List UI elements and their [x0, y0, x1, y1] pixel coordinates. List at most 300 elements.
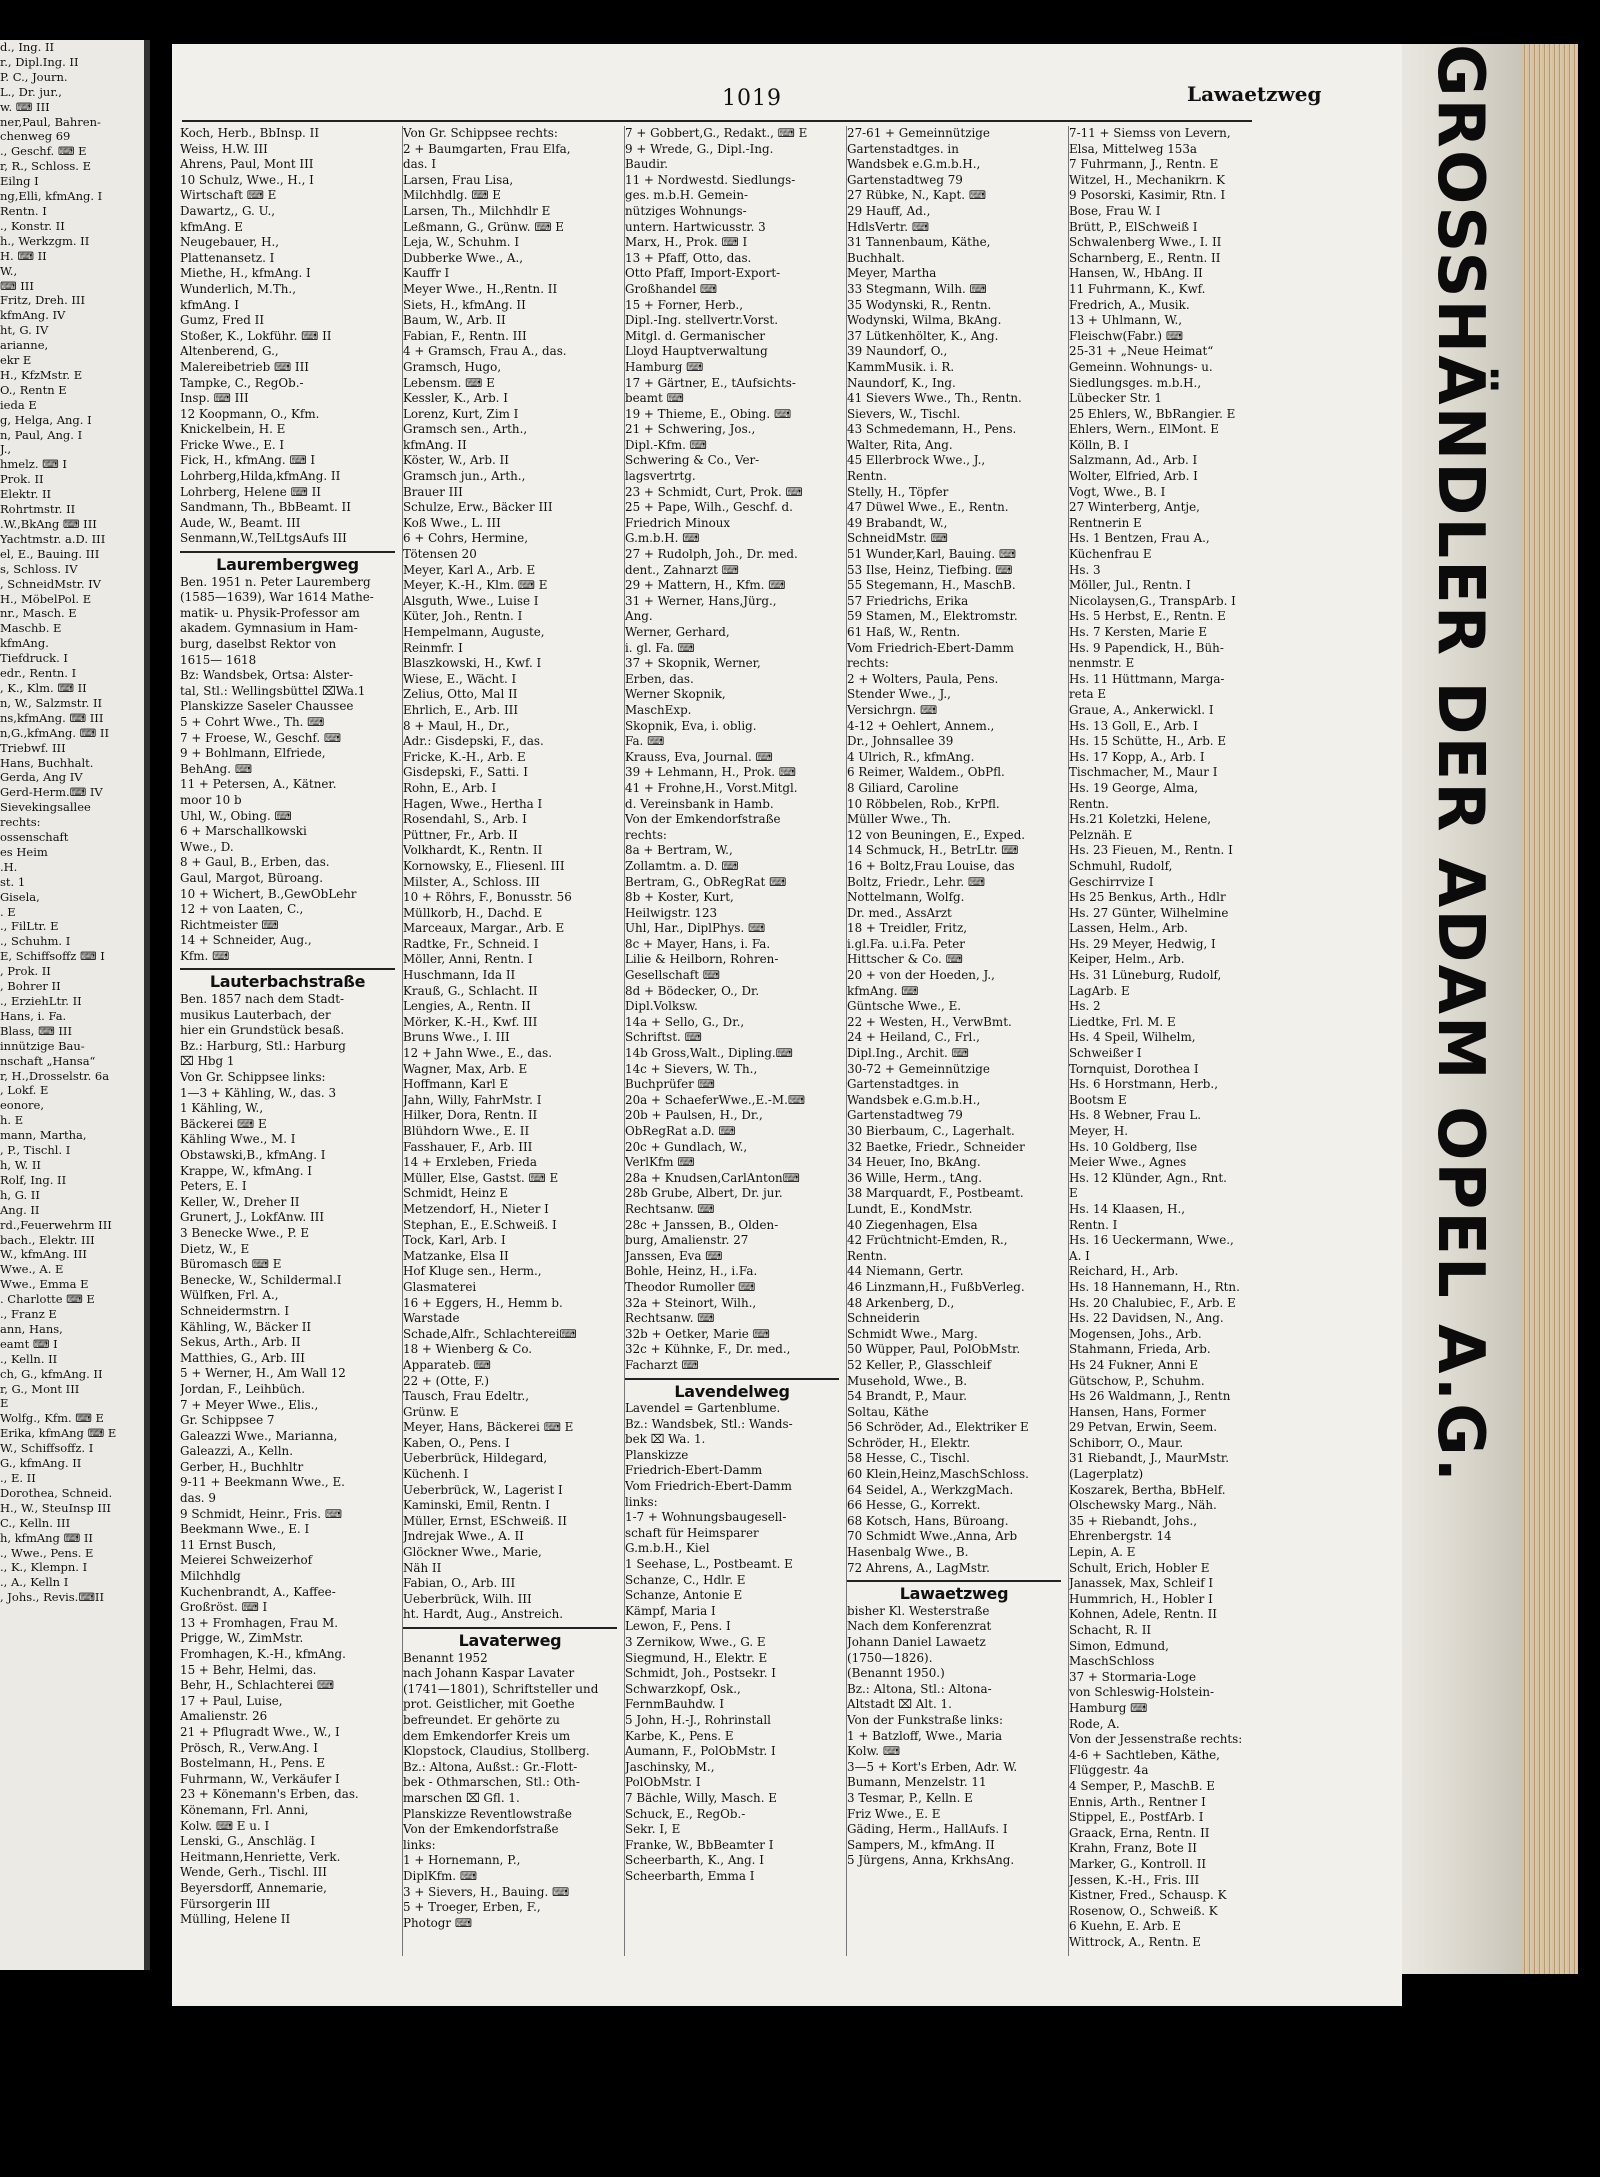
directory-entry: 7 + Meyer Wwe., Elis., [180, 1397, 319, 1412]
directory-entry: Dipl.Volksw. [625, 999, 698, 1014]
left-page-line: ., Franz E [0, 1307, 57, 1322]
directory-entry: 32b + Oetker, Marie ⌨ [625, 1326, 770, 1341]
left-page-line: h, G. II [0, 1187, 40, 1202]
directory-entry: 18 + Treidler, Fritz, [847, 921, 968, 936]
directory-entry: Dipl.Ing., Archit. ⌨ [847, 1046, 969, 1061]
left-page-line: E, Schiffsoffz ⌨ I [0, 949, 105, 964]
directory-entry: Hittscher & Co. ⌨ [847, 952, 963, 967]
directory-entry: 25-31 + „Neue Heimat“ [1069, 344, 1214, 359]
street-description-line: (1741—1801), Schriftsteller und [403, 1681, 599, 1696]
running-head: Lawaetzweg [1187, 82, 1322, 106]
left-page-line: nschaft „Hansa“ [0, 1053, 96, 1068]
left-page-line: ner,Paul, Bahren- [0, 114, 101, 129]
directory-entry: 25 Ehlers, W., BbRangier. E [1069, 406, 1236, 421]
directory-entry: Tötensen 20 [403, 547, 477, 562]
directory-entry: Von Gr. Schippsee links: [180, 1070, 326, 1085]
directory-entry: Ehlers, Wern., ElMont. E [1069, 422, 1219, 437]
directory-entry: Mogensen, Johs., Arb. [1069, 1326, 1202, 1341]
directory-entry: Lassen, Helm., Arb. [1069, 921, 1188, 936]
left-page-line: bach., Elektr. III [0, 1232, 95, 1247]
directory-entry: Lübecker Str. 1 [1069, 391, 1162, 406]
left-page-line: O., Rentn E [0, 382, 67, 397]
directory-entry: Amalienstr. 26 [180, 1709, 268, 1724]
left-page-line: ekr E [0, 353, 32, 368]
directory-entry: Hamburg ⌨ [625, 359, 704, 374]
street-description-line: ⌧ Hbg 1 [180, 1054, 235, 1069]
directory-entry: 64 Seidel, A., WerkzgMach. [847, 1482, 1014, 1497]
left-page-line: Wwe., A. E [0, 1262, 64, 1277]
directory-entry: rechts: [625, 827, 667, 842]
directory-entry: Schanze, C., Hdlr. E [625, 1572, 746, 1587]
section-rule [625, 1378, 839, 1380]
directory-entry: 15 + Forner, Herb., [625, 297, 743, 312]
directory-entry: 48 Arkenberg, D., [847, 1295, 955, 1310]
left-page-line: Gerda, Ang IV [0, 770, 83, 785]
directory-entry: 56 Schröder, Ad., Elektriker E [847, 1420, 1029, 1435]
directory-entry: Gerber, H., Buchhltr [180, 1459, 304, 1474]
left-page-line: Ang. II [0, 1202, 40, 1217]
directory-entry: 2 + Baumgarten, Frau Elfa, [403, 141, 571, 156]
directory-entry: Knickelbein, H. E [180, 422, 286, 437]
directory-entry: Janassek, Max, Schleif I [1069, 1576, 1214, 1591]
directory-entry: Gütschow, P., Schuhm. [1069, 1373, 1205, 1388]
directory-entry: 23 + Schmidt, Curt, Prok. ⌨ [625, 484, 803, 499]
directory-entry: Sievers, W., Tischl. [847, 406, 961, 421]
directory-entry: 1-7 + Wohnungsbaugesell- [625, 1510, 787, 1525]
directory-entry: Hs. 9 Papendick, H., Büh- [1069, 640, 1224, 655]
directory-page [172, 44, 1402, 2006]
directory-entry: Kaminski, Emil, Rentn. I [403, 1498, 550, 1513]
directory-entry: Altenberend, G., [180, 344, 279, 359]
spine-text: GROSSHÄNDLER DER ADAM OPEL A.G. [1423, 44, 1497, 1484]
directory-entry: Hs. 14 Klaasen, H., [1069, 1201, 1186, 1216]
directory-entry: Wwe., D. [180, 839, 234, 854]
directory-entry: 53 Ilse, Heinz, Tiefbing. ⌨ [847, 562, 1013, 577]
left-page-line: mann, Martha, [0, 1128, 87, 1143]
street-description-line: (1750—1826). [847, 1650, 933, 1665]
directory-entry: Grunert, J., LokfAnw. III [180, 1210, 325, 1225]
directory-entry: Keller, W., Dreher II [180, 1194, 300, 1209]
directory-entry: Schwalenberg Wwe., I. II [1069, 235, 1222, 250]
directory-entry: 6 Kuehn, E. Arb. E [1069, 1919, 1181, 1934]
directory-entry: Buchprüfer ⌨ [625, 1077, 715, 1092]
directory-entry: 9 Schmidt, Heinr., Fris. ⌨ [180, 1506, 342, 1521]
directory-entry: Ueberbrück, Hildegard, [403, 1451, 548, 1466]
directory-entry: Zollamtm. a. D. ⌨ [625, 858, 739, 873]
left-page-line: W., [0, 263, 18, 278]
directory-entry: Lohrberg,Hilda,kfmAng. II [180, 469, 341, 484]
directory-entry: Rentn. [847, 1248, 887, 1263]
street-heading: Lauterbachstraße [209, 972, 366, 992]
directory-entry: Sekus, Arth., Arb. II [180, 1335, 301, 1350]
directory-entry: 22 + Westen, H., VerwBmt. [847, 1014, 1012, 1029]
directory-entry: Ehrenbergstr. 14 [1069, 1529, 1172, 1544]
directory-entry: 13 + Pfaff, Otto, das. [625, 250, 752, 265]
directory-entry: 18 + Wienberg & Co. [403, 1342, 533, 1357]
directory-entry: Von der Emkendorfstraße [625, 812, 781, 827]
directory-entry: Wagner, Max, Arb. E [403, 1061, 528, 1076]
directory-entry: das. I [403, 157, 437, 172]
directory-entry: Ang. [625, 609, 653, 624]
directory-entry: Kähling Wwe., M. I [180, 1132, 296, 1147]
left-page-line: rd.,Feuerwehrm III [0, 1217, 112, 1232]
left-page-line: H., W., SteuInsp III [0, 1500, 111, 1515]
directory-entry: links: [625, 1494, 658, 1509]
directory-entry: 2 + Wolters, Paula, Pens. [847, 671, 999, 686]
directory-entry: Peters, E. I [180, 1179, 247, 1194]
column-4 [846, 126, 1061, 1956]
street-description-line: Bz.: Harburg, Stl.: Harburg [180, 1038, 346, 1053]
directory-entry: Alsguth, Wwe., Luise I [403, 593, 539, 608]
street-description-line: 1615— 1618 [180, 652, 257, 667]
directory-entry: Liedtke, Frl. M. E [1069, 1014, 1176, 1029]
directory-entry: Gaul, Margot, Büroang. [180, 870, 324, 885]
directory-entry: Könemann, Frl. Anni, [180, 1802, 309, 1817]
directory-entry: Ennis, Arth., Rentner I [1069, 1794, 1206, 1809]
directory-entry: Matthies, G., Arb. III [180, 1350, 305, 1365]
directory-entry: DiplKfm. ⌨ [403, 1868, 478, 1883]
street-description-line: Planskizze [625, 1447, 689, 1462]
directory-entry: Graue, A., Ankerwickl. I [1069, 702, 1214, 717]
directory-entry: 39 + Lehmann, H., Prok. ⌨ [625, 765, 796, 780]
directory-entry: Hs. 8 Webner, Frau L. [1069, 1108, 1202, 1123]
directory-entry: Kessler, K., Arb. I [403, 391, 508, 406]
directory-entry: Hs. 31 Lüneburg, Rudolf, [1069, 968, 1222, 983]
directory-entry: Plattenansetz. I [180, 250, 275, 265]
directory-entry: Fick, H., kfmAng. ⌨ I [180, 453, 316, 468]
directory-entry: Heilwigstr. 123 [625, 905, 718, 920]
directory-entry: Apparateb. ⌨ [403, 1357, 491, 1372]
directory-entry: Meyer, Hans, Bäckerei ⌨ E [403, 1420, 574, 1435]
directory-entry: moor 10 b [180, 792, 242, 807]
directory-entry: Vom Friedrich-Ebert-Damm [625, 1479, 792, 1494]
directory-entry: Hs. 5 Herbst, E., Rentn. E [1069, 609, 1226, 624]
directory-entry: Schwarzkopf, Osk., [625, 1681, 741, 1696]
directory-entry: Marker, G., Kontroll. II [1069, 1856, 1207, 1871]
column-2 [402, 126, 617, 1956]
directory-entry: 44 Niemann, Gertr. [847, 1264, 964, 1279]
directory-entry: Müllkorb, H., Dachd. E [403, 905, 543, 920]
street-description-line: Nach dem Konferenzrat [847, 1619, 992, 1634]
directory-entry: 3—5 + Kort's Erben, Adr. W. [847, 1759, 1018, 1774]
left-page-line: , Lokf. E [0, 1083, 49, 1098]
street-description-line: Altstadt ⌧ Alt. 1. [847, 1697, 952, 1712]
directory-entry: Beekmann Wwe., E. I [180, 1522, 310, 1537]
directory-entry: Bohle, Heinz, H., i.Fa. [625, 1264, 758, 1279]
directory-entry: 16 + Eggers, H., Hemm b. [403, 1295, 563, 1310]
section-rule [403, 1627, 617, 1629]
left-page-line: Yachtmstr. a.D. III [0, 531, 106, 546]
directory-entry: Krappe, W., kfmAng. I [180, 1163, 312, 1178]
directory-entry: MaschExp. [625, 702, 692, 717]
left-page-line: Fritz, Dreh. III [0, 293, 86, 308]
directory-entry: 7 + Gobbert,G., Redakt., ⌨ E [625, 126, 808, 140]
directory-entry: 41 + Frohne,H., Vorst.Mitgl. [625, 780, 798, 795]
directory-entry: Volkhardt, K., Rentn. II [403, 843, 543, 858]
directory-entry: Köster, W., Arb. II [403, 453, 509, 468]
directory-entry: Marceaux, Margar., Arb. E [403, 921, 565, 936]
directory-entry: 27 + Rudolph, Joh., Dr. med. [625, 547, 798, 562]
left-page-line: G., kfmAng. II [0, 1456, 82, 1471]
directory-entry: Gramsch jun., Arth., [403, 469, 526, 484]
directory-entry: 14c + Sievers, W. Th., [625, 1061, 758, 1076]
directory-entry: 37 + Skopnik, Werner, [625, 656, 761, 671]
directory-entry: 8 + Gaul, B., Erben, das. [180, 855, 330, 870]
directory-entry: Salzmann, Ad., Arb. I [1069, 453, 1198, 468]
left-page-line: r, H.,Drosselstr. 6a [0, 1068, 110, 1083]
directory-entry: Reichard, H., Arb. [1069, 1264, 1179, 1279]
directory-entry: Rentn. [1069, 796, 1109, 811]
directory-entry: Gumz, Fred II [180, 313, 265, 328]
directory-entry: Bootsm E [1069, 1092, 1127, 1107]
directory-entry: Prösch, R., Verw.Ang. I [180, 1740, 318, 1755]
directory-entry: Stoßer, K., Lokführ. ⌨ II [180, 328, 332, 343]
directory-entry: Gartenstadtges. in [847, 1077, 959, 1092]
left-page-line: Elektr. II [0, 487, 52, 502]
directory-entry: Skopnik, Eva, i. oblig. [625, 718, 757, 733]
directory-entry: 14 Schmuck, H., BetrLtr. ⌨ [847, 843, 1019, 858]
directory-entry: Pelznäh. E [1069, 827, 1133, 842]
directory-entry: Lenski, G., Anschläg. I [180, 1834, 316, 1849]
directory-entry: 25 + Pape, Wilh., Geschf. d. [625, 500, 793, 515]
street-heading: Lawaetzweg [899, 1584, 1009, 1604]
directory-entry: Hs. 12 Klünder, Agn., Rnt. [1069, 1170, 1227, 1185]
directory-entry: 7 Fuhrmann, J., Rentn. E [1069, 157, 1219, 172]
directory-entry: Rosenow, O., Schweiß. K [1069, 1903, 1218, 1918]
directory-entry: 31 Tannenbaum, Käthe, [847, 235, 991, 250]
directory-entry: Hempelmann, Auguste, [403, 625, 545, 639]
directory-entry: Behr, H., Schlachterei ⌨ [180, 1678, 335, 1693]
directory-entry: 9 + Bohlmann, Elfriede, [180, 746, 326, 761]
directory-entry: Mörker, K.-H., Kwf. III [403, 1014, 538, 1029]
directory-entry: Siegmund, H., Elektr. E [625, 1650, 768, 1665]
directory-entry: MaschSchloss [1069, 1654, 1155, 1669]
left-page-line: ht, G. IV [0, 323, 49, 338]
directory-entry: 20c + Gundlach, W., [625, 1139, 748, 1154]
directory-entry: Kolw. ⌨ E u. I [180, 1818, 270, 1833]
directory-entry: 20 + von der Hoeden, J., [847, 968, 995, 983]
section-rule [180, 551, 395, 553]
left-page-line: ⌨ III [0, 278, 34, 293]
directory-entry: 27 Rübke, N., Kapt. ⌨ [847, 188, 987, 203]
directory-entry: 9 Posorski, Kasimir, Rtn. I [1069, 188, 1226, 203]
directory-entry: 39 Naundorf, O., [847, 344, 948, 359]
left-page-line: g, Helga, Ang. I [0, 412, 92, 427]
directory-entry: Schröder, H., Elektr. [847, 1435, 971, 1450]
directory-entry: Hs. 6 Horstmann, Herb., [1069, 1077, 1218, 1092]
street-description-line: musikus Lauterbach, der [180, 1007, 331, 1022]
directory-entry: 29 Hauff, Ad., [847, 203, 931, 218]
directory-entry: Bostelmann, H., Pens. E [180, 1756, 326, 1771]
directory-entry: Rechtsanw. ⌨ [625, 1201, 715, 1216]
directory-entry: Musehold, Wwe., B. [847, 1373, 968, 1388]
directory-entry: Möller, Jul., Rentn. I [1069, 578, 1191, 593]
directory-entry: Hasenbalg Wwe., B. [847, 1545, 969, 1560]
directory-entry: 31 + Werner, Hans,Jürg., [625, 593, 777, 608]
directory-entry: Schneidermstrn. I [180, 1303, 290, 1318]
directory-entry: links: [403, 1837, 436, 1852]
directory-entry: FernmBauhdw. I [625, 1697, 725, 1712]
street-description-line: Planskizze Saseler Chaussee [180, 699, 354, 714]
left-page-line: ossenschaft [0, 830, 69, 845]
directory-entry: Erben, das. [625, 671, 694, 686]
directory-entry: 9 + Wrede, G., Dipl.-Ing. [625, 141, 774, 156]
directory-entry: i. gl. Fa. ⌨ [625, 640, 695, 655]
directory-entry: Tischmacher, M., Maur I [1069, 765, 1218, 780]
directory-entry: Leja, W., Schuhm. I [403, 235, 520, 250]
directory-entry: Insp. ⌨ III [180, 391, 249, 406]
directory-entry: 32c + Kühnke, F., Dr. med., [625, 1342, 791, 1357]
directory-entry: Bruns Wwe., I. III [403, 1030, 510, 1045]
directory-entry: 68 Kotsch, Hans, Büroang. [847, 1513, 1009, 1528]
directory-entry: Obstawski,B., kfmAng. I [180, 1148, 326, 1162]
left-page-line: r, G., Mont III [0, 1381, 80, 1396]
directory-entry: Glöckner Wwe., Marie, [403, 1545, 542, 1560]
directory-entry: Hs. 23 Fieuen, M., Rentn. I [1069, 843, 1233, 858]
directory-entry: Walter, Rita, Ang. [847, 437, 953, 452]
directory-entry: 21 + Pflugradt Wwe., W., I [180, 1724, 340, 1739]
directory-entry: Möller, Anni, Rentn. I [403, 952, 533, 967]
left-page-line: h. E [0, 1113, 24, 1128]
left-page-line: ., Kelln. II [0, 1351, 58, 1366]
street-description-line: hier ein Grundstück besaß. [180, 1023, 345, 1038]
left-page-line: ., ErziehLtr. II [0, 994, 82, 1008]
directory-entry: Aude, W., Beamt. III [180, 515, 301, 530]
directory-entry: 32 Baetke, Friedr., Schneider [847, 1139, 1025, 1154]
left-page-line: . Charlotte ⌨ E [0, 1292, 95, 1307]
directory-entry: Von der Emkendorfstraße [403, 1822, 559, 1837]
left-page-line: h., Werkzgm. II [0, 233, 90, 248]
directory-entry: Müller, Else, Gastst. ⌨ E [403, 1170, 559, 1185]
directory-entry: Hoffmann, Karl E [403, 1077, 509, 1092]
directory-entry: Facharzt ⌨ [625, 1357, 699, 1372]
street-heading: Laurembergweg [216, 555, 359, 575]
directory-entry: Müller Wwe., Th. [847, 812, 952, 827]
left-page-line: ., Geschf. ⌨ E [0, 144, 87, 159]
left-page-line: ng,Elli, kfmAng. I [0, 189, 103, 204]
directory-entry: Nottelmann, Wolfg. [847, 890, 965, 905]
directory-entry: BehAng. ⌨ [180, 761, 253, 776]
directory-entry: Meierei Schweizerhof [180, 1553, 313, 1568]
directory-entry: G.m.b.H., Kiel [625, 1541, 710, 1556]
directory-entry: Lilie & Heilborn, Rohren- [625, 952, 779, 967]
directory-entry: Aumann, F., PolObMstr. I [625, 1744, 776, 1759]
directory-entry: Weiss, H.W. III [180, 141, 268, 156]
directory-entry: Dipl.-Kfm. ⌨ [625, 437, 707, 452]
directory-entry: 21 + Schwering, Jos., [625, 422, 756, 437]
left-page-line: Rolf, Ing. II [0, 1172, 67, 1187]
directory-entry: Lohrberg, Helene ⌨ II [180, 484, 321, 499]
directory-entry: Fromhagen, K.-H., kfmAng. [180, 1647, 346, 1661]
directory-entry: Dr. med., AssArzt [847, 905, 952, 920]
street-description-line: nach Johann Kaspar Lavater [403, 1666, 575, 1681]
directory-entry: Püttner, Fr., Arb. II [403, 827, 518, 842]
directory-entry: Benecke, W., Schildermal.I [180, 1272, 342, 1287]
directory-entry: Fricke Wwe., E. I [180, 437, 285, 452]
directory-entry: 17 + Gärtner, E., tAufsichts- [625, 375, 796, 390]
directory-entry: Fuhrmann, W., Verkäufer I [180, 1771, 340, 1786]
directory-entry: kfmAng. ⌨ [847, 983, 919, 998]
left-page-line: arianne, [0, 338, 49, 353]
directory-entry: Meyer, Martha [847, 266, 937, 281]
directory-entry: Hs. 18 Hannemann, H., Rtn. [1069, 1279, 1240, 1294]
directory-entry: Marx, H., Prok. ⌨ I [625, 235, 748, 250]
directory-entry: Siets, H., kfmAng. II [403, 297, 526, 312]
directory-entry: E [1069, 1186, 1078, 1201]
left-page-line: ., K., Klempn. I [0, 1560, 88, 1575]
left-page-fragment [0, 40, 150, 1970]
left-page-line: ieda E [0, 397, 37, 412]
directory-entry: Küchenfrau E [1069, 547, 1152, 562]
left-page-line: W., Schiffsoffz. I [0, 1441, 94, 1456]
street-description-line: burg, daselbst Rektor von [180, 637, 337, 651]
directory-entry: Janssen, Eva ⌨ [625, 1248, 723, 1263]
directory-entry: Hs. 11 Hüttmann, Marga- [1069, 671, 1225, 686]
directory-entry: Hs 24 Fukner, Anni E [1069, 1357, 1199, 1372]
directory-entry: (Lagerplatz) [1069, 1467, 1144, 1482]
left-page-line: Blass, ⌨ III [0, 1023, 72, 1038]
directory-entry: Adr.: Gisdepski, F., das. [403, 734, 544, 749]
directory-entry: Photogr ⌨ [403, 1915, 472, 1930]
directory-entry: Elsa, Mittelweg 153a [1069, 141, 1197, 156]
directory-entry: Hummrich, H., Hobler I [1069, 1591, 1213, 1606]
directory-entry: Lorenz, Kurt, Zim I [403, 406, 519, 421]
directory-entry: Hs.21 Koletzki, Helene, [1069, 812, 1212, 827]
directory-entry: Fleischw(Fabr.) ⌨ [1069, 328, 1184, 343]
directory-entry: Reinmfr. I [403, 640, 463, 655]
left-page-line: kfmAng. IV [0, 308, 66, 323]
directory-entry: Lebensm. ⌨ E [403, 375, 495, 390]
left-page-line: , P., Tischl. I [0, 1143, 71, 1158]
column-3 [624, 126, 839, 1956]
left-page-line: d., Ing. II [0, 40, 55, 54]
left-page-line: eamt ⌨ I [0, 1336, 58, 1351]
directory-entry: G.m.b.H. ⌨ [625, 531, 700, 546]
street-description-line: Benannt 1952 [403, 1650, 488, 1665]
directory-entry: Büromasch ⌨ E [180, 1257, 282, 1272]
left-page-line: rechts: [0, 815, 41, 830]
directory-entry: 5 + Cohrt Wwe., Th. ⌨ [180, 714, 325, 729]
directory-entry: Schmidt Wwe., Marg. [847, 1326, 978, 1341]
column-1 [180, 126, 395, 1956]
directory-entry: 8c + Mayer, Hans, i. Fa. [625, 936, 771, 951]
left-page-line: Dorothea, Schneid. [0, 1485, 113, 1500]
directory-entry: Grünw. E [403, 1404, 459, 1419]
directory-entry: LagArb. E [1069, 983, 1130, 998]
directory-entry: Scheerbarth, Emma I [625, 1868, 755, 1883]
directory-entry: Meyer, K.-H., Klm. ⌨ E [403, 578, 548, 593]
directory-entry: Larsen, Frau Lisa, [403, 172, 514, 187]
directory-entry: Gesellschaft ⌨ [625, 968, 720, 983]
directory-entry: Hansen, W., HbAng. II [1069, 266, 1203, 281]
left-page-line: es Heim [0, 844, 48, 859]
directory-entry: Küter, Joh., Rentn. I [403, 609, 523, 624]
directory-entry: Otto Pfaff, Import-Export- [625, 266, 781, 281]
directory-entry: 14b Gross,Walt., Dipling.⌨ [625, 1046, 793, 1061]
directory-entry: 11 + Nordwestd. Siedlungs- [625, 172, 796, 187]
directory-entry: 3 Tesmar, P., Kelln. E [847, 1790, 973, 1805]
directory-entry: 6 + Cohrs, Hermine, [403, 531, 528, 546]
directory-entry: Wunderlich, M.Th., [180, 281, 296, 296]
street-description-line: Ben. 1857 nach dem Stadt- [180, 992, 345, 1007]
street-description-line: matik- u. Physik-Professor am [180, 605, 360, 620]
directory-entry: Simon, Edmund, [1069, 1638, 1169, 1653]
directory-entry: Stender Wwe., J., [847, 687, 951, 702]
directory-entry: Rentn. I [1069, 1217, 1118, 1232]
street-description-line: Johann Daniel Lawaetz [847, 1635, 986, 1649]
directory-entry: 32a + Steinort, Wilh., [625, 1295, 757, 1310]
directory-entry: Sampers, M., kfmAng. II [847, 1837, 995, 1852]
